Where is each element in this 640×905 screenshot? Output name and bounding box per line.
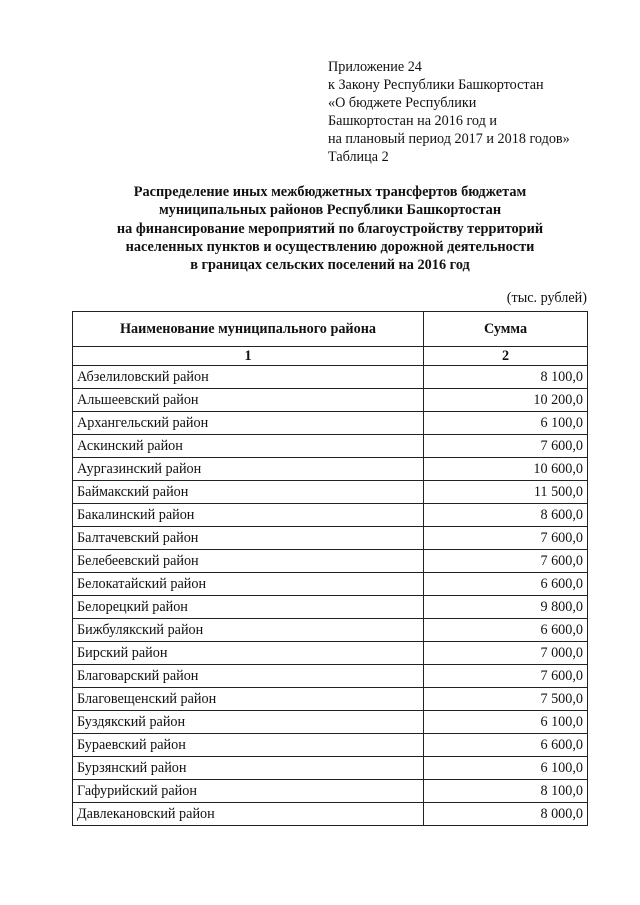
table-row: [73, 642, 588, 665]
appendix-header: [328, 58, 570, 166]
amount-cell: 6 600,0: [424, 573, 588, 596]
amount-cell: 7 600,0: [424, 527, 588, 550]
district-name-cell: Баймакский район: [73, 481, 424, 504]
table-row: [73, 780, 588, 803]
table-row: [73, 803, 588, 826]
amount-cell: 8 000,0: [424, 803, 588, 826]
document-title: [70, 183, 590, 274]
table-row: [73, 619, 588, 642]
district-name-cell: Давлекановский район: [73, 803, 424, 826]
district-name-cell: Аскинский район: [73, 435, 424, 458]
table-row: [73, 366, 588, 389]
district-name-cell: Бакалинский район: [73, 504, 424, 527]
column-number-row: [73, 347, 588, 366]
title-line: населенных пунктов и осуществлению дорожной деятельности: [125, 238, 535, 255]
budget-table: [72, 311, 588, 826]
district-name-cell: Бирский район: [73, 642, 424, 665]
district-name-cell: Архангельский район: [73, 412, 424, 435]
appendix-line: Таблица 2: [328, 149, 389, 165]
table-body: [73, 366, 588, 826]
title-line: муниципальных районов Республики Башкортостан: [158, 202, 502, 219]
table-row: [73, 481, 588, 504]
amount-cell: 10 200,0: [424, 389, 588, 412]
district-name-cell: Балтачевский район: [73, 527, 424, 550]
district-name-cell: Бурзянский район: [73, 757, 424, 780]
amount-cell: 7 000,0: [424, 642, 588, 665]
table-row: [73, 435, 588, 458]
amount-cell: 7 500,0: [424, 688, 588, 711]
district-name-cell: Белорецкий район: [73, 596, 424, 619]
appendix-line: Приложение 24: [328, 59, 422, 75]
amount-cell: 8 600,0: [424, 504, 588, 527]
amount-cell: 7 600,0: [424, 665, 588, 688]
amount-cell: 8 100,0: [424, 366, 588, 389]
district-name-cell: Белокатайский район: [73, 573, 424, 596]
units-label: (тыс. рублей): [506, 290, 587, 306]
appendix-line: на плановый период 2017 и 2018 годов»: [328, 131, 570, 147]
table-header-row: [73, 312, 588, 347]
table-row: [73, 757, 588, 780]
table-row: [73, 573, 588, 596]
table-row: [73, 596, 588, 619]
table-row: [73, 389, 588, 412]
amount-cell: 6 600,0: [424, 619, 588, 642]
amount-cell: 11 500,0: [424, 481, 588, 504]
amount-cell: 6 100,0: [424, 757, 588, 780]
amount-cell: 8 100,0: [424, 780, 588, 803]
table-row: [73, 734, 588, 757]
amount-cell: 9 800,0: [424, 596, 588, 619]
column-number: 1: [73, 347, 424, 366]
table-row: [73, 412, 588, 435]
table-row: [73, 711, 588, 734]
district-name-cell: Буздякский район: [73, 711, 424, 734]
header-amount: Сумма: [424, 312, 588, 347]
district-name-cell: Бураевский район: [73, 734, 424, 757]
district-name-cell: Благоварский район: [73, 665, 424, 688]
column-number: 2: [424, 347, 588, 366]
district-name-cell: Альшеевский район: [73, 389, 424, 412]
district-name-cell: Гафурийский район: [73, 780, 424, 803]
amount-cell: 6 100,0: [424, 412, 588, 435]
title-line: в границах сельских поселений на 2016 год: [190, 257, 470, 274]
district-name-cell: Аургазинский район: [73, 458, 424, 481]
appendix-line: Башкортостан на 2016 год и: [328, 113, 497, 129]
district-name-cell: Белебеевский район: [73, 550, 424, 573]
table-row: [73, 688, 588, 711]
district-name-cell: Благовещенский район: [73, 688, 424, 711]
amount-cell: 10 600,0: [424, 458, 588, 481]
amount-cell: 6 100,0: [424, 711, 588, 734]
table-row: [73, 504, 588, 527]
district-name-cell: Бижбулякский район: [73, 619, 424, 642]
table-row: [73, 550, 588, 573]
appendix-line: к Закону Республики Башкортостан: [328, 77, 544, 93]
appendix-line: «О бюджете Республики: [328, 95, 477, 111]
header-district-name: Наименование муниципального района: [73, 312, 424, 347]
amount-cell: 7 600,0: [424, 435, 588, 458]
amount-cell: 7 600,0: [424, 550, 588, 573]
title-line: на финансирование мероприятий по благоустройству территорий: [116, 220, 544, 237]
title-line: Распределение иных межбюджетных трансфертов бюджетам: [133, 184, 527, 200]
table-row: [73, 458, 588, 481]
district-name-cell: Абзелиловский район: [73, 366, 424, 389]
amount-cell: 6 600,0: [424, 734, 588, 757]
table-row: [73, 665, 588, 688]
table-row: [73, 527, 588, 550]
